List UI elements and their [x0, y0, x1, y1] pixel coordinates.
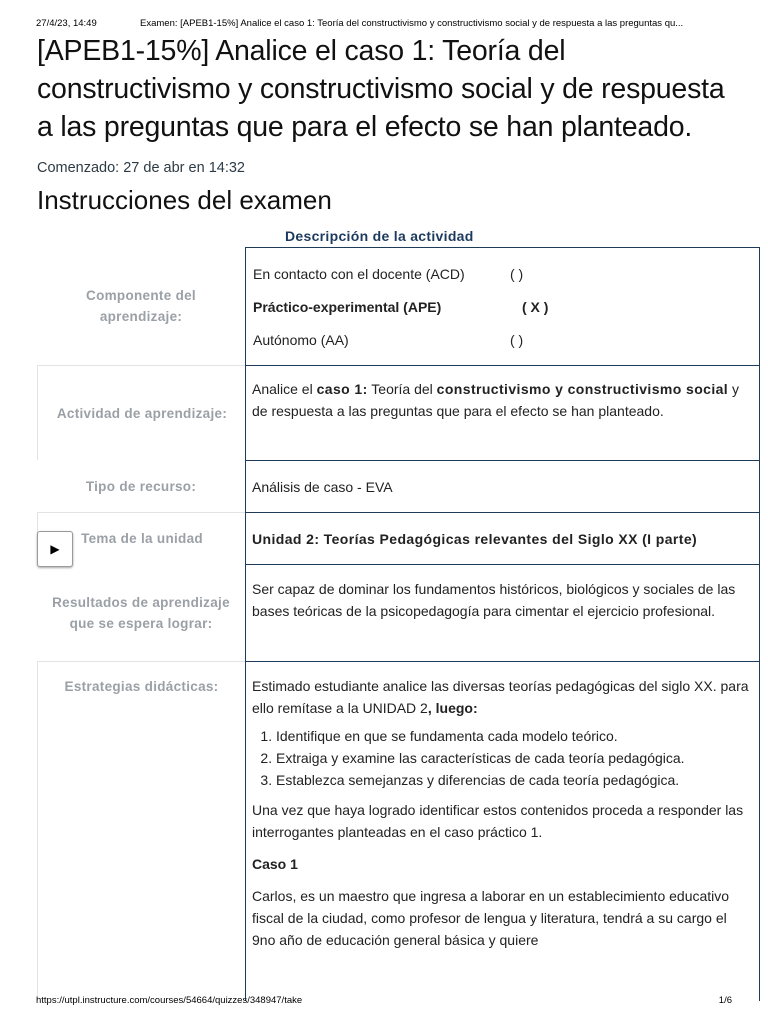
row-actividad: [37, 365, 761, 460]
component-option-acd: En contacto con el docente (ACD): [253, 266, 465, 282]
row-value-tipo: Análisis de caso - EVA: [245, 460, 760, 512]
strategies-intro: Estimado estudiante analice las diversas teorías pedagógicas del siglo XX. para ello remítase a la UNIDAD 2, luego:: [252, 678, 749, 716]
row-value-actividad: Analice el caso 1: Teoría del constructivismo y constructivismo social y de respuesta a las preguntas que para el efecto se han planteado.: [245, 365, 760, 460]
component-option-ape: Práctico-experimental (APE): [253, 299, 442, 315]
print-page-number: 1/6: [718, 995, 732, 1006]
instructions-heading: Instrucciones del examen: [37, 185, 332, 215]
row-value-tema: Unidad 2: Teorías Pedagógicas relevantes del Siglo XX (I parte): [245, 512, 760, 564]
row-tipo: [37, 460, 761, 512]
print-footer: [0, 994, 768, 1024]
row-label-tema: Tema de la unidad: [37, 512, 246, 564]
media-play-button[interactable]: [37, 531, 73, 567]
row-value-componente: [245, 247, 760, 365]
row-label-resultados: Resultados de aprendizaje que se espera lograr:: [52, 594, 230, 631]
row-tema: [37, 512, 761, 564]
strategies-steps: [252, 725, 753, 791]
component-mark-ape: ( X ): [522, 299, 549, 315]
row-componente: [37, 247, 761, 365]
row-estrategias: [37, 661, 761, 1001]
list-item: 3. Establezca semejanzas y diferencias de cada teoría pedagógica.: [276, 769, 753, 791]
row-value-estrategias: [245, 661, 760, 1001]
quiz-started-time: Comenzado: 27 de abr en 14:32: [37, 160, 245, 176]
play-icon: ▶: [50, 542, 60, 556]
component-option-aa: Autónomo (AA): [253, 332, 349, 348]
row-label-componente: Componente del aprendizaje:: [86, 288, 196, 324]
component-mark-aa: ( ): [510, 332, 524, 348]
row-value-resultados: Ser capaz de dominar los fundamentos históricos, biológicos y sociales de las bases teóricas de la psicopedagogía para cimentar el ejercicio profesional.: [245, 564, 760, 661]
strategies-follow: Una vez que haya logrado identificar estos contenidos proceda a responder las interrogantes planteadas en el caso práctico 1.: [252, 802, 744, 840]
activity-description-heading: Descripción de la actividad: [285, 228, 474, 244]
print-date: 27/4/23, 14:49: [36, 18, 97, 29]
list-item: 1. Identifique en que se fundamenta cada modelo teórico.: [276, 725, 753, 747]
case-text: Carlos, es un maestro que ingresa a laborar en un establecimiento educativo fiscal de la ciudad, como profesor de lengua y literatura, tendrá a su cargo el 9no año de educación general básica y quiere: [252, 888, 730, 948]
list-item: 2. Extraiga y examine las características de cada teoría pedagógica.: [276, 747, 753, 769]
row-label-tipo: Tipo de recurso:: [85, 478, 197, 494]
print-url: https://utpl.instructure.com/courses/54664/quizzes/348947/take: [36, 995, 303, 1006]
component-mark-acd: ( ): [510, 266, 524, 282]
row-label-actividad: Actividad de aprendizaje:: [37, 365, 246, 460]
case-title: Caso 1: [252, 856, 298, 872]
row-resultados: [37, 564, 761, 661]
row-label-estrategias: Estrategias didácticas:: [37, 661, 245, 1001]
print-page-title: Examen: [APEB1-15%] Analice el caso 1: Teoría del constructivismo y constructivismo social y de respuesta a las preguntas qu...: [140, 18, 684, 29]
quiz-title: [APEB1-15%] Analice el caso 1: Teoría del constructivismo y constructivismo social y de respuesta a las preguntas que para el efecto se han planteado.: [37, 35, 725, 143]
